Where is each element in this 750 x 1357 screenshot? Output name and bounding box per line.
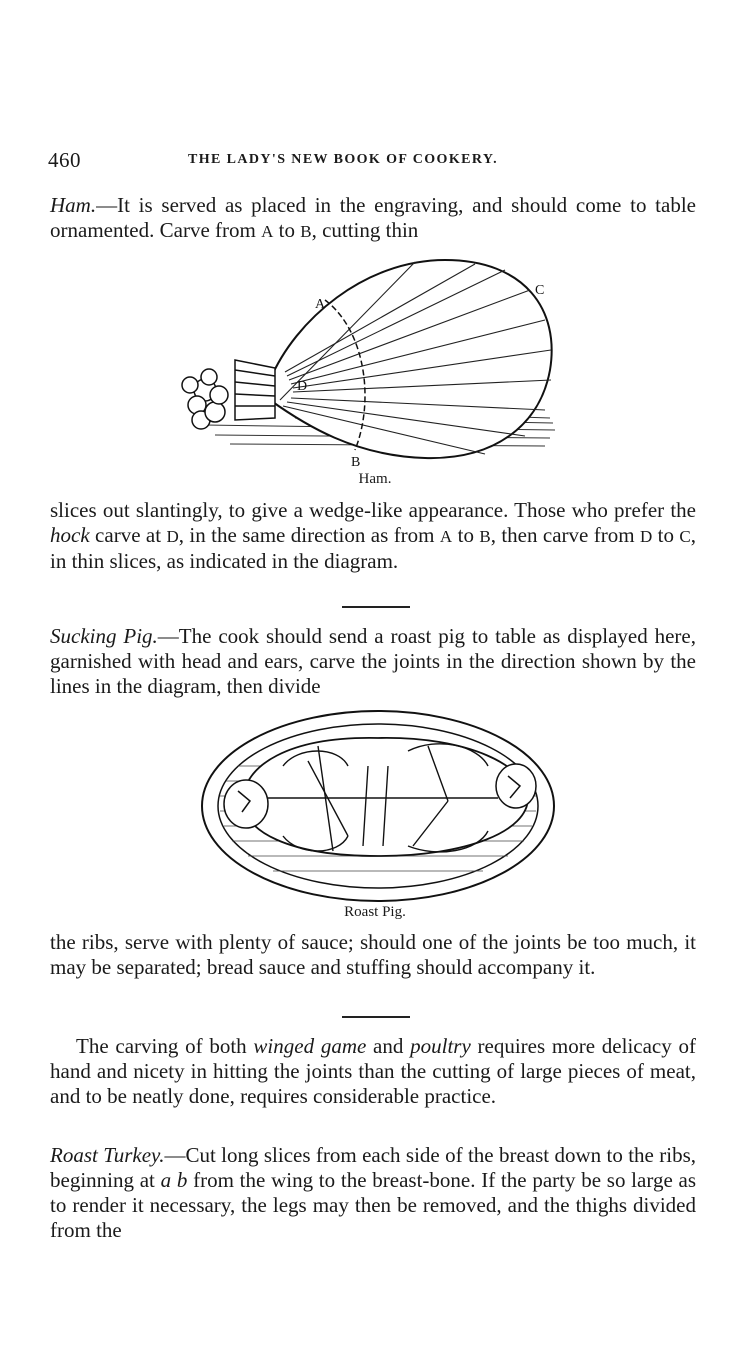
turkey-paragraph: Roast Turkey.—Cut long slices from each side of the breast down to the ribs, beginning at a b from the wing to the breast-bone. If the party be so large as to render it necessary, the legs may then be removed, and the thighs divided from the bbox=[50, 1143, 696, 1242]
pig-heading: Sucking Pig. bbox=[50, 624, 158, 648]
section-divider-1 bbox=[342, 606, 410, 608]
pig-head-right bbox=[496, 764, 536, 808]
ham-body bbox=[270, 260, 552, 458]
ham-hock-frill bbox=[182, 360, 275, 429]
ham-caption: Ham. bbox=[358, 471, 392, 487]
ham-continuation-paragraph: slices out slantingly, to give a wedge-like appearance. Those who prefer the hock carve at D, in the same direction as from A to B, then carve from D to C, in thin slices, as indicated in the diagram. bbox=[50, 498, 696, 573]
ham-label-b: B bbox=[351, 455, 361, 470]
turkey-heading: Roast Turkey. bbox=[50, 1143, 165, 1167]
roast-pig-illustration bbox=[198, 706, 558, 906]
ham-intro-paragraph: Ham.—It is served as placed in the engraving, and should come to table ornamented. Carve from A to B, cutting thin bbox=[50, 193, 696, 242]
ham-illustration bbox=[175, 250, 565, 470]
running-title: THE LADY'S NEW BOOK OF COOKERY. bbox=[188, 152, 498, 167]
ham-label-a: A bbox=[315, 297, 326, 312]
page-header bbox=[48, 148, 698, 174]
pig-caption: Roast Pig. bbox=[344, 904, 406, 920]
ham-label-c: C bbox=[535, 283, 545, 298]
pig-intro-paragraph: Sucking Pig.—The cook should send a roast pig to table as displayed here, garnished with head and ears, carve the joints in the direction shown by the lines in the diagram, then divide bbox=[50, 624, 697, 698]
section-divider-2 bbox=[342, 1016, 410, 1018]
ham-heading: Ham. bbox=[50, 193, 97, 217]
pig-continuation-paragraph: the ribs, serve with plenty of sauce; should one of the joints be too much, it may be separated; bread sauce and stuffing should accompany it. bbox=[50, 930, 696, 979]
carving-paragraph: The carving of both winged game and poultry requires more delicacy of hand and nicety in hitting the joints than the cutting of large pieces of meat, and to be neatly done, requires considerable practice. bbox=[50, 1034, 696, 1108]
ham-label-d: D bbox=[297, 379, 308, 394]
page-number: 460 bbox=[48, 148, 81, 172]
pig-head-left bbox=[224, 780, 268, 828]
